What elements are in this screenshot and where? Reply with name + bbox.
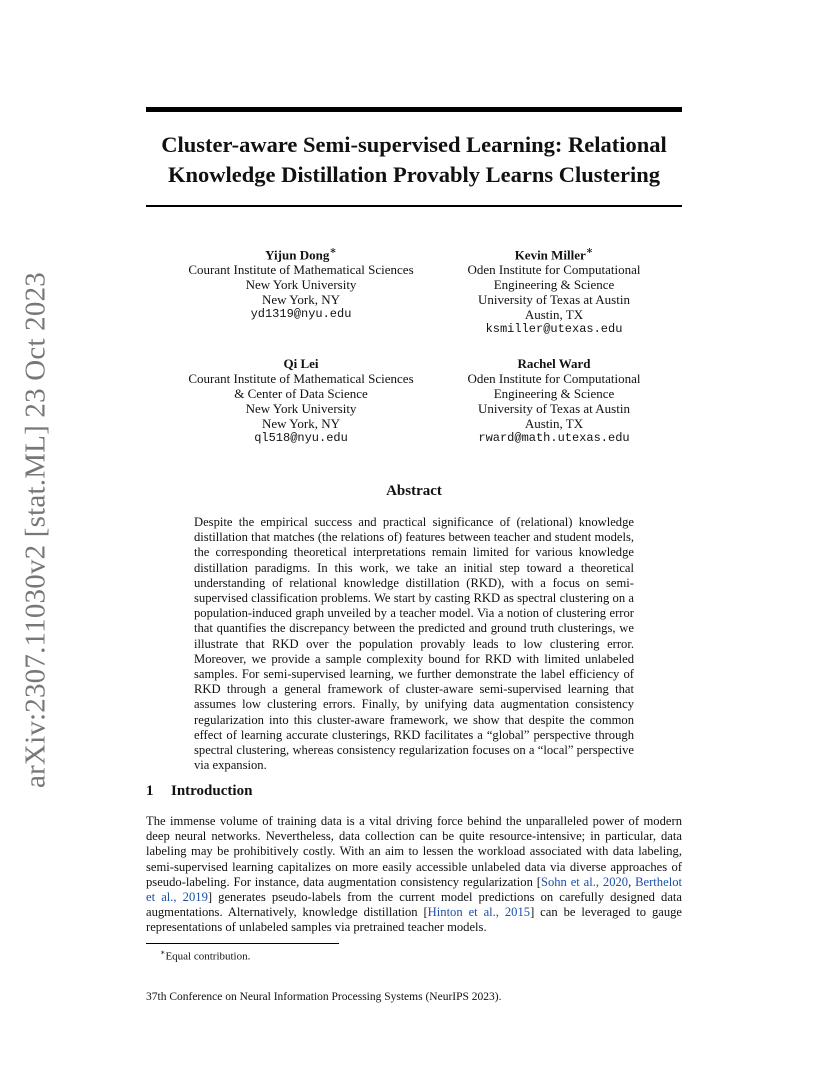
- footnote-mark: ∗: [160, 948, 166, 957]
- intro-paragraph: The immense volume of training data is a vital driving force behind the unparalleled power of modern deep neural networks. Nevertheless, data collection can be quite resource-intensive; in particular, data labeling may be prohibitively costly. With an aim to lessen the workload associated with data labeling, semi-supervised learning capitalizes on more easily accessible unlabeled data via diverse approaches of pseudo-labeling. For instance, data augmentation consistency regularization [Sohn et al., 2020, Berthelot et al., 2019] generates pseudo-labels from the current model predictions on carefully designed data augmentations. Alternatively, knowledge distillation [Hinton et al., 2015] can be leveraged to gauge representations of unlabeled samples via pretrained teacher models.: [146, 814, 683, 935]
- author-email[interactable]: yd1319@nyu.edu: [250, 307, 352, 322]
- author-block: [176, 356, 426, 446]
- citation-link[interactable]: Berthelot et al., 2019: [146, 874, 682, 905]
- author-name: Yijun Dong∗: [265, 245, 337, 263]
- author-affiliation: Austin, TX: [524, 416, 584, 431]
- author-affiliation: New York, NY: [261, 292, 340, 308]
- author-affiliation: New York University: [245, 401, 357, 416]
- footnote-text: Equal contribution.: [165, 950, 251, 963]
- author-affiliation: Engineering & Science: [493, 386, 615, 401]
- author-affiliation: Courant Institute of Mathematical Sciences: [188, 371, 414, 386]
- title-bottom-rule: [146, 205, 682, 207]
- author-email[interactable]: ksmiller@utexas.edu: [485, 322, 623, 337]
- citation-link[interactable]: Hinton et al., 2015: [427, 905, 531, 920]
- author-name: Rachel Ward: [517, 356, 591, 371]
- author-block: [450, 244, 658, 337]
- equal-contribution-mark: ∗: [329, 245, 337, 257]
- author-name: Kevin Miller∗: [514, 245, 594, 263]
- section-title: Introduction: [171, 783, 253, 799]
- author-email[interactable]: ql518@nyu.edu: [254, 431, 348, 445]
- author-affiliation: Engineering & Science: [493, 277, 615, 293]
- title-top-rule: [146, 107, 682, 112]
- abstract-text: Despite the empirical success and practical significance of (relational) knowledge distillation that matches (the relations of) features between teacher and student models, the corresponding theoretical interpretations remain limited for various knowledge distillation paradigms. In this work, we take an initial step toward a theoretical understanding of relational knowledge distillation (RKD), with a focus on semi-supervised classification problems. We start by casting RKD as spectral clustering on a population-induced graph unveiled by a teacher model. Via a notion of clustering error that quantifies the discrepancy between the predicted and ground truth clusterings, we illustrate that RKD over the population provably leads to low clustering error. Moreover, we provide a sample complexity bound for RKD with limited unlabeled samples. For semi-supervised learning, we further demonstrate the label efficiency of RKD through a general framework of cluster-aware semi-supervised learning that assumes low clustering errors. Finally, by unifying data augmentation consistency regularization into this cluster-aware framework, we show that despite the common effect of learning accurate clusterings, RKD facilitates a “global” perspective through spectral clustering, whereas consistency regularization focuses on a “local” perspective via expansion.: [194, 515, 634, 773]
- author-block: [176, 244, 426, 322]
- author-block: [450, 356, 658, 446]
- conference-note: 37th Conference on Neural Information Processing Systems (NeurIPS 2023).: [146, 991, 502, 1003]
- author-affiliation: Oden Institute for Computational: [467, 262, 641, 278]
- author-affiliation: New York University: [245, 277, 357, 293]
- footnote-rule: [146, 943, 339, 944]
- section-number: 1: [146, 783, 154, 799]
- author-affiliation: & Center of Data Science: [234, 386, 368, 401]
- section-heading: [146, 783, 252, 800]
- footnote: [160, 948, 250, 963]
- author-affiliation: New York, NY: [261, 416, 340, 431]
- paper-title: [120, 130, 708, 190]
- author-email[interactable]: rward@math.utexas.edu: [478, 431, 630, 445]
- author-affiliation: Oden Institute for Computational: [467, 371, 641, 386]
- author-name: Qi Lei: [283, 356, 319, 371]
- author-affiliation: University of Texas at Austin: [478, 401, 630, 416]
- author-affiliation: Courant Institute of Mathematical Sciences: [188, 262, 414, 278]
- author-affiliation: University of Texas at Austin: [478, 292, 630, 308]
- equal-contribution-mark: ∗: [585, 245, 594, 257]
- author-affiliation: Austin, TX: [524, 307, 584, 323]
- citation-link[interactable]: Sohn et al., 2020: [540, 874, 629, 889]
- arxiv-stamp: arXiv:2307.11030v2 [stat.ML] 23 Oct 2023: [19, 272, 52, 788]
- title-line-2: Knowledge Distillation Provably Learns Clustering: [167, 162, 661, 187]
- abstract-heading: Abstract: [386, 483, 442, 499]
- title-line-1: Cluster-aware Semi-supervised Learning: Relational: [161, 132, 667, 157]
